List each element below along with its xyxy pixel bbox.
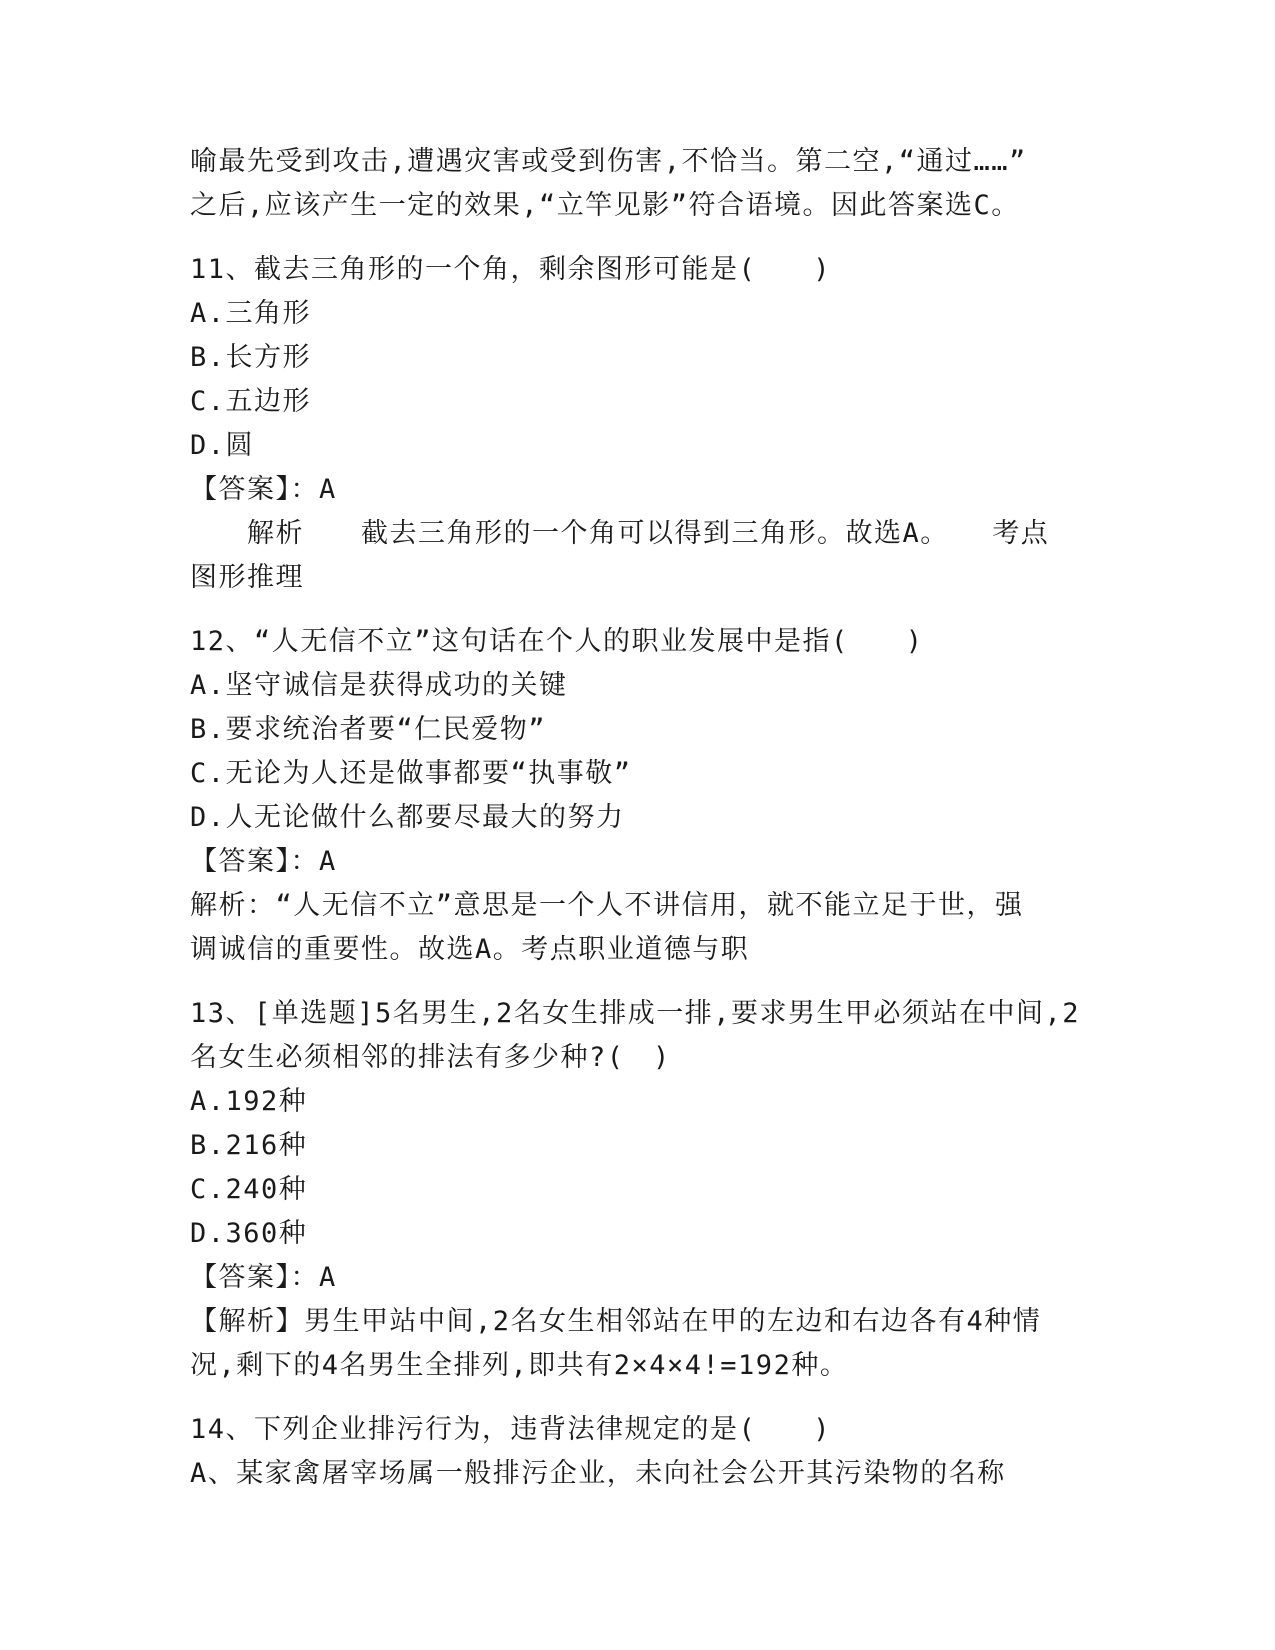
question-stem: 11、截去三角形的一个角，剩余图形可能是( ): [190, 254, 832, 285]
question-12: [190, 620, 1090, 972]
option-a: A.192种: [190, 1086, 308, 1117]
question-stem: 12、“人无信不立”这句话在个人的职业发展中是指( ): [190, 626, 924, 657]
analysis-line: 图形推理: [190, 562, 304, 593]
previous-analysis-continuation: [190, 140, 1090, 228]
text-line: 之后,应该产生一定的效果,“立竿见影”符合语境。因此答案选C。: [190, 190, 1020, 221]
option-a: A、某家禽屠宰场属一般排污企业，未向社会公开其污染物的名称: [190, 1458, 1006, 1489]
analysis-line: 况,剩下的4名男生全排列,即共有2×4×4!=192种。: [190, 1350, 849, 1381]
question-11: [190, 248, 1090, 600]
question-14: [190, 1408, 1090, 1496]
question-stem: 13、[单选题]5名男生,2名女生排成一排,要求男生甲必须站在中间,2: [190, 998, 1081, 1029]
option-c: C.五边形: [190, 386, 312, 417]
answer: 【答案】：A: [190, 846, 337, 877]
analysis-line: 解析 截去三角形的一个角可以得到三角形。故选A。 考点: [190, 518, 1050, 549]
analysis-line: 【解析】男生甲站中间,2名女生相邻站在甲的左边和右边各有4种情: [190, 1306, 1042, 1337]
analysis-line: 调诚信的重要性。故选A。考点职业道德与职: [190, 934, 750, 965]
option-c: C.240种: [190, 1174, 308, 1205]
analysis-line: 解析：“人无信不立”意思是一个人不讲信用，就不能立足于世，强: [190, 890, 1024, 921]
option-d: D.圆: [190, 430, 255, 461]
option-d: D.360种: [190, 1218, 308, 1249]
answer: 【答案】：A: [190, 474, 337, 505]
option-a: A.坚守诚信是获得成功的关键: [190, 670, 568, 701]
question-stem: 14、下列企业排污行为，违背法律规定的是( ): [190, 1414, 832, 1445]
option-d: D.人无论做什么都要尽最大的努力: [190, 802, 625, 833]
option-c: C.无论为人还是做事都要“执事敬”: [190, 758, 632, 789]
option-b: B.要求统治者要“仁民爱物”: [190, 714, 547, 745]
option-b: B.216种: [190, 1130, 308, 1161]
text-line: 喻最先受到攻击,遭遇灾害或受到伤害,不恰当。第二空,“通过……”: [190, 146, 1027, 177]
document-page: [190, 140, 1090, 1496]
question-stem: 名女生必须相邻的排法有多少种?( ): [190, 1042, 671, 1073]
question-13: [190, 992, 1090, 1388]
answer: 【答案】：A: [190, 1262, 337, 1293]
option-b: B.长方形: [190, 342, 312, 373]
option-a: A.三角形: [190, 298, 312, 329]
